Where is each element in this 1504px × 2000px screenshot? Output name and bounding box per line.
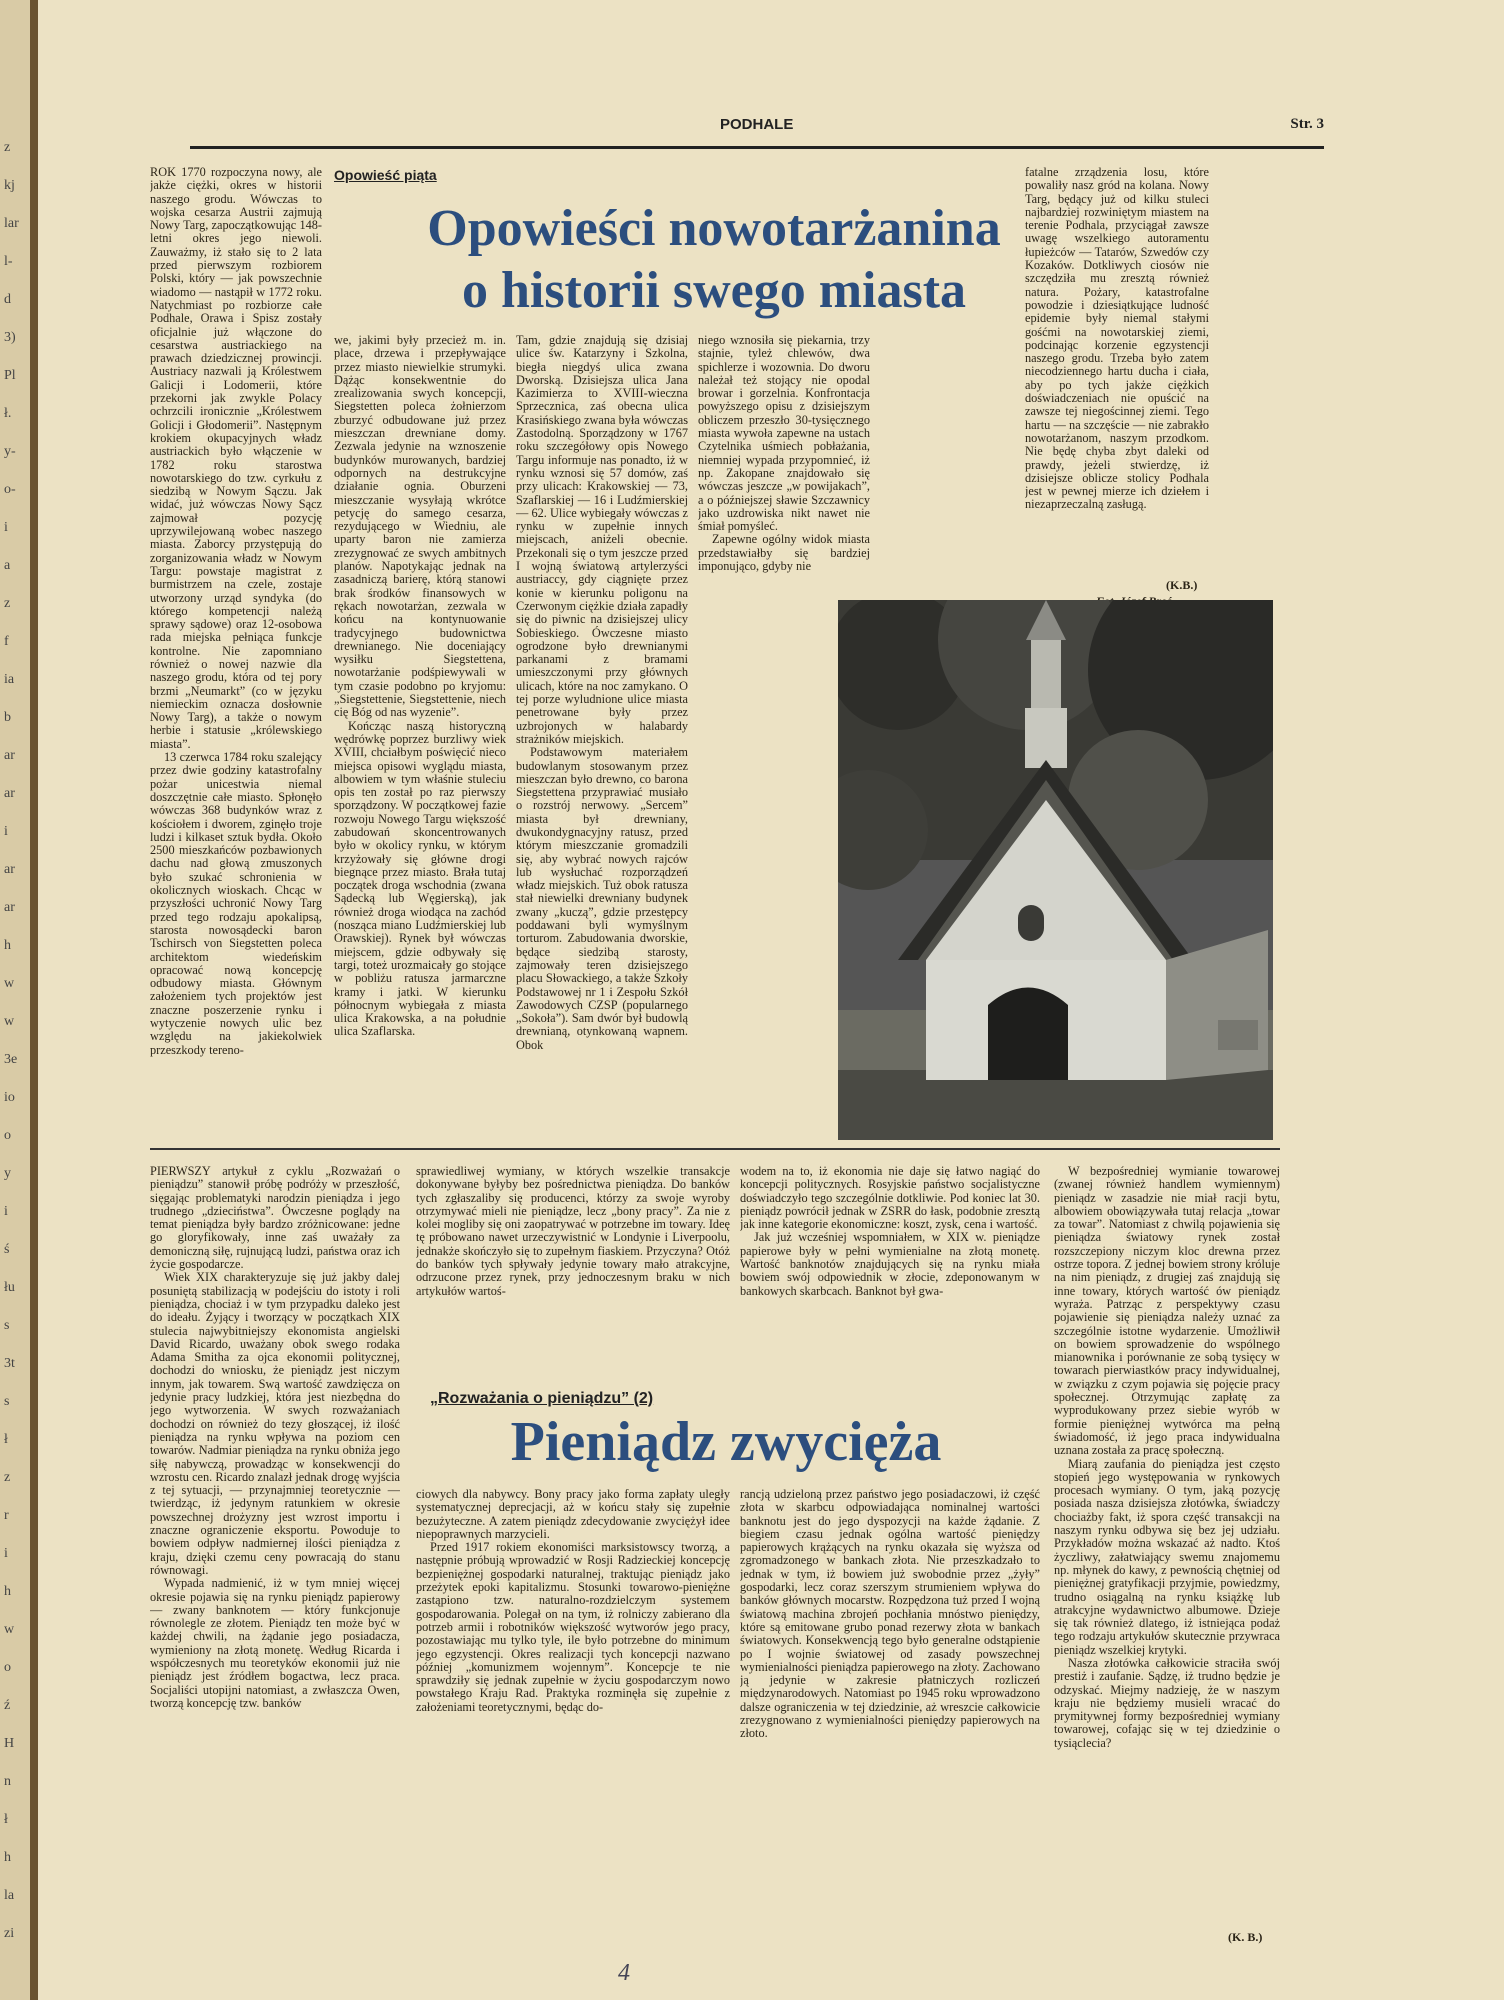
article1-col4b-text: Zapewne ogólny widok miasta przedstawiałby się bardziej imponująco, gdyby nie xyxy=(698,532,870,574)
margin-fragment: la xyxy=(4,1888,15,1903)
margin-fragment: io xyxy=(4,1090,15,1105)
article1-col5-text: fatalne zrządzenia losu, które powaliły nasz gród na kolana. Nowy Targ, będący już od kilku stuleci najbardziej rozwiniętym miastem na terenie Podhala, przyciągał zawsze uwagę wszelkiego autoramentu łupieżców — Tatarów, Szwedów czy Kozaków. Dotkliwych ciosów nie szczędziła mu zresztą również natura. Pożary, katastrofalne powodzie i dziesiątkujące ludność epidemie były niemal stałymi gośćmi na nowotarskiej ziemi, podcinając korzenie egzystencji naszego grodu. Trzeba było zatem niecodziennego hartu ducha i ciała, aby po tych jakże ciężkich doświadczeniach nie opuścić na zawsze tej niegościnnej ziemi. Tego hartu — na szczęście — nie zabrakło nowotarżanom, naszym przodkom. Nie będę chyba zbyt daleki od prawdy, jeżeli stwierdzę, iż dzisiejsze oblicze stolicy Podhala jest w pewnej mierze ich dziełem i niezaprzeczalną zasługą. xyxy=(1025,166,1209,512)
margin-fragment: ł xyxy=(4,1812,8,1827)
facing-page-edge xyxy=(0,0,30,2000)
margin-fragment: i xyxy=(4,824,8,839)
article1-column-5 xyxy=(1025,166,1209,578)
article1-col3-text: Tam, gdzie znajdują się dzisiaj ulice św. Katarzyny i Szkolna, biegła niegdyś ulica zwana Dworską. Dzisiejsza ulica Jana Kazimierza to XVIII-wieczna Sprzecznica, zaś obecna ulica Krasińskiego zwana była wówczas Zastodolną. Sporządzony w 1767 roku szczegółowy opis Nowego Targu informuje nas ponadto, iż w rynku wznosi się 57 domów, zaś przy ulicach: Krakowskiej — 73, Szaflarskiej — 16 i Ludźmierskiej — 62. Ulice wybiegały wówczas z rynku w zupełnie innych miejscach, aniżeli obecnie. Przekonali się o tym jeszcze przed I wojną światową artylerzyści austriaccy, gdy ciągnięte przez konie w kierunku poligonu na Czerwonym ciężkie działa zapadły się do piwnic na dzisiejszej ulicy Sobieskiego. Ówczesne miasto ogrodzone było drewnianymi parkanami z bramami umieszczonymi przy głównych ulicach, które na noc zamykano. O tej porze wyludnione ulice miasta penetrowane były przez uzbrojonych w halabardy strażników miejskich. xyxy=(516,334,688,746)
margin-fragment: ar xyxy=(4,900,15,915)
article2-col1-text: PIERWSZY artykuł z cyklu „Rozważań o pieniądzu” stanowił próbę podróży w przeszłość, sięgając problematyki narodzin pieniądza i jego trudnego „dzieciństwa”. Ówczesne poglądy na temat pieniądza były bardzo zróżnicowane: jedne go gloryfikowały, inne zaś uważały za demoniczną siłę, rujnującą ludzi, państwa oraz ich życie gospodarcze. xyxy=(150,1165,400,1272)
margin-fragment: y- xyxy=(4,444,16,459)
article1-column-1 xyxy=(150,166,322,1182)
margin-fragment: h xyxy=(4,1584,11,1599)
article2-col3-text: wodem na to, iż ekonomia nie daje się łatwo nagiąć do koncepcji politycznych. Rosyjskie państwo socjalistyczne doświadczyło tego szczególnie dotkliwie. Pod koniec lat 30. pieniądz powrócił jednak w ZSRR do łask, podobnie zresztą jak inne kategorie ekonomiczne: koszt, zysk, cena i wartość. xyxy=(740,1165,1040,1232)
article2-column-3-top xyxy=(740,1165,1040,1385)
article2-kicker: „Rozważania o pieniądzu” (2) xyxy=(430,1390,654,1407)
margin-fragment: lar xyxy=(4,216,19,231)
margin-fragment: l- xyxy=(4,254,13,269)
article1-col2-text: we, jakimi były przecież m. in. place, drzewa i przepływające przez miasto niewielkie strumyki. Dążąc konsekwentnie do zrealizowania swych koncepcji, Siegstetten poleca żołnierzom zburzyć odbudowane już przez mieszczan drewniane domy. Zezwala jedynie na wznoszenie budynków murowanych, bardziej odpornych na destrukcyjne działanie ognia. Oburzeni mieszczanie wysyłają wkrótce petycję do samego cesarza, rezydującego w Wiedniu, ale uparty baron nie zamierza zrezygnować ze swych ambitnych planów. Napotykając jednak na zasadniczą barierę, którą stanowi brak środków finansowych w rękach nowotarżan, zezwala w końcu na kontynuowanie tradycyjnego budownictwa drewnianego. Nie doceniający wysiłku Siegstettena, nowotarżanie podśpiewywali w tym czasie podobno po kryjomu: „Siegstettenie, Siegstettenie, niech cię Bóg od nas wyzenie”. xyxy=(334,334,506,720)
article2-col4b-text: Miarą zaufania do pieniądza jest często stopień jego występowania w rynkowych procesach wymiany. O tym, jaką pozycję posiada nasza dzisiejsza złotówka, świadczy chociażby fakt, iż spora część transakcji na naszym rynku odbywa się bez jej udziału. Przykładów można wskazać aż nadto. Ktoś życzliwy, załatwiający swemu znajomemu np. młynek do kawy, z pewnością chętniej od pieniężnej gratyfikacji przyjmie, powiedzmy, trudno osiągalną na rynku książkę lub atrakcyjne wydawnictwo albumowe. Dzieje się tak również dlatego, iż istniejąca podaż tego rodzaju artykułów skutecznie przywraca pieniądz wszelkiej krytyki. xyxy=(1054,1456,1280,1657)
margin-fragment: z xyxy=(4,1470,11,1485)
article1-column-4 xyxy=(698,334,870,580)
page-number: Str. 3 xyxy=(1290,116,1324,132)
chapel-photo xyxy=(838,600,1273,1140)
margin-fragment: ł xyxy=(4,1432,8,1447)
article2-column-2-bottom xyxy=(416,1488,730,1948)
margin-fragment: w xyxy=(4,1014,15,1029)
section-divider xyxy=(150,1148,1280,1150)
newspaper-page xyxy=(38,0,1504,2000)
margin-fragment: w xyxy=(4,976,15,991)
margin-fragment: h xyxy=(4,1850,11,1865)
margin-fragment: z xyxy=(4,140,11,155)
margin-fragment: f xyxy=(4,634,9,649)
margin-fragment: Pl xyxy=(4,368,16,383)
article2-col2-text: sprawiedliwej wymiany, w których wszelkie transakcje dokonywane byłyby bez pośrednictwa pieniądza. Do banków tych zgłaszaliby się producenci, którzy za swoje wyroby otrzymywać mieli nie pieniądze, lecz „bony pracy”. Za nie z kolei mogliby się oni zaopatrywać w potrzebne im towary. Ideę tę próbowano nawet urzeczywistnić w Londynie i Liverpoolu, jednakże skończyło się to zupełnym fiaskiem. Przyczyna? Otóż do banków tych spływały jedynie towary mało atrakcyjne, odrzucone przez rynek, przy jednoczesnym braku w nich artykułów wartoś- xyxy=(416,1165,730,1298)
margin-fragment: ś xyxy=(4,1242,10,1257)
margin-fragment: ź xyxy=(4,1698,11,1713)
margin-fragment: a xyxy=(4,558,11,573)
handwritten-mark: 4 xyxy=(618,1960,630,1986)
chapel-photo-image xyxy=(838,600,1273,1140)
margin-fragment: kj xyxy=(4,178,15,193)
margin-fragment: zi xyxy=(4,1926,15,1941)
article1-col1b-text: 13 czerwca 1784 roku szalejący przez dwie godziny katastrofalny pożar unicestwia niemal doszczętnie całe miasto. Spłonęło wówczas 368 budynków wraz z kościołem i dworem, zginęło troje ludzi i kilkaset sztuk bydła. Około 2500 mieszkańców pozbawionych dachu nad głową zmuszonych było szukać schronienia w okolicznych wioskach. Chcąc w przyszłości uchronić Nowy Targ przed tego rodzaju apokalipsą, starosta nowosądecki baron Tschirsch von Siegstetten poleca architektom wiedeńskim opracować nową koncepcję odbudowy miasta. Głównym założeniem tych projektów jest znaczne poszerzenie rynku i wytyczenie nowych ulic bez względu na jakiekolwiek przeszkody tereno- xyxy=(150,750,322,1057)
margin-fragment: s xyxy=(4,1318,10,1333)
article2-col3c-text: rancją udzieloną przez państwo jego posiadaczowi, iż część złota w skarbcu odpowiadająca nominalnej wartości banknotu jest do jego dyspozycji na każde żądanie. Z biegiem czasu jednak ogólna wartość pieniędzy papierowych krążących na rynku okazała się wyższa od zgromadzonego w bankach złota. Nie przeszkadzało to jednak w tym, iż bowiem już swobodnie przez „żyły” gospodarki, lecz coraz szerszym strumieniem wpływa do banków głównych mocarstw. Rozpędzona tuż przed I wojną światową machina zbrojeń pochłania mnóstwo pieniędzy, które są emitowane grubo ponad rezerwy złota w bankach światowych. Konsekwencją tego było generalne odstąpienie po I wojnie światowej od zasady powszechnej wymienialności pieniądza papierowego na złoty. Zachowano ją jedynie w zakresie płatniczych rozliczeń międzynarodowych. Natomiast po 1945 roku wprowadzono dalsze ograniczenia w tej dziedzinie, aż wreszcie całkowicie zrezygnowano z wymienialności pieniędzy papierowych na złoto. xyxy=(740,1488,1040,1741)
article1-title-line2: o historii swego miasta xyxy=(461,262,967,319)
article2-col1b-text: Wiek XIX charakteryzuje się już jakby dalej posuniętą stabilizacją w podejściu do istoty i roli pieniądza, chociaż i w tym przypadku daleko jest do ideału. Żyjący i tworzący w początkach XIX stulecia najwybitniejszy ekonomista angielski David Ricardo, uważany obok swego rodaka Adama Smitha za ojca ekonomii politycznej, dochodzi do wniosku, że pieniądz jest niczym innym, jak towarem. Swą wartość zawdzięcza on jedynie pracy ludzkiej, która jest niezbędna do jego wytworzenia. W swych rozważaniach dochodzi on również do tezy głoszącej, iż ilość pieniądza na rynku wpływa na poziom cen towarów. Nadmiar pieniądza na rynku obniża jego siłę nabywczą, prowadząc w konsekwencji do wzrostu cen. Ricardo znalazł jednak drogę wyjścia z tej sytuacji, — przynajmniej teoretycznie — twierdząc, iż jedynym ratunkiem w okresie powszechnej drożyzny jest wzrost importu i znaczne ograniczenie eksportu. Powoduje to bowiem odpływ nadmiernej ilości pieniądza z kraju, dzięki czemu ceny powracają do stanu równowagi. xyxy=(150,1270,400,1577)
margin-fragment: H xyxy=(4,1736,15,1751)
article1-signature: (K.B.) xyxy=(1166,578,1198,592)
article2-column-3-bottom xyxy=(740,1488,1040,1948)
article1-kicker: Opowieść piąta xyxy=(334,167,437,183)
article2-column-1 xyxy=(150,1165,400,1943)
margin-fragment: b xyxy=(4,710,11,725)
article2-column-4 xyxy=(1054,1165,1280,1927)
margin-fragment: ar xyxy=(4,748,15,763)
article1-title-line1: Opowieści nowotarżanina xyxy=(427,200,1001,257)
margin-fragment: n xyxy=(4,1774,11,1789)
margin-fragment: r xyxy=(4,1508,9,1523)
margin-fragment: ł. xyxy=(4,406,12,421)
paper-name: PODHALE xyxy=(720,116,794,133)
margin-fragment: z xyxy=(4,596,11,611)
margin-fragment: o- xyxy=(4,482,16,497)
margin-fragment: 3e xyxy=(4,1052,18,1067)
margin-fragment: ar xyxy=(4,862,15,877)
margin-fragment: o xyxy=(4,1660,11,1675)
margin-fragment: 3t xyxy=(4,1356,15,1371)
article1-col2b-text: Kończąc naszą historyczną wędrówkę poprzez burzliwy wiek XVIII, chciałbym poświęcić nieco miejsca opisowi wyglądu miasta, albowiem w tym właśnie stuleciu opis ten został po raz pierwszy sporządzony. W początkowej fazie rozwoju Nowego Targu większość zabudowań skoncentrowanych było w okolicy rynku, w którym krzyżowały się główne drogi biegnące przez miasto. Brała tutaj początek droga wschodnia (zwana Sądecką lub Węgierską), jak również droga wiodąca na zachód (nosząca miano Ludźmierskiej lub Orawskiej). Rynek był wówczas miejscem, gdzie odbywały się targi, toteż urozmaicały go stojące w pobliżu ratusza jarmarczne kramy i jatki. W kierunku północnym wybiegała z miasta ulica Krakowska, a na południe ulica Szaflarska. xyxy=(334,718,506,1039)
article2-col3b-text: Jak już wcześniej wspomniałem, w XIX w. pieniądze papierowe były w pełni wymienialne na złotą monetę. Wartość banknotów znajdujących się na rynku miała bowiem swój odpowiednik w złocie, zdeponowanym w bankowych skarbcach. Banknot był gwa- xyxy=(740,1230,1040,1298)
margin-fragment: h xyxy=(4,938,11,953)
margin-fragment: y xyxy=(4,1166,11,1181)
article2-title: Pieniądz zwycięża xyxy=(510,1411,942,1473)
margin-fragment: o xyxy=(4,1128,11,1143)
margin-fragment: i xyxy=(4,1204,8,1219)
article1-column-2 xyxy=(334,334,506,1134)
margin-fragment: s xyxy=(4,1394,10,1409)
margin-fragment: i xyxy=(4,1546,8,1561)
margin-fragment: w xyxy=(4,1622,15,1637)
article2-column-2-top xyxy=(416,1165,730,1385)
article2-col1c-text: Wypada nadmienić, iż w tym mniej więcej okresie pojawia się na rynku pieniądz papierowy — zwany banknotem — który funkcjonuje równolegle ze złotem. Pieniądz ten może być w każdej chwili, na żądanie jego posiadacza, wymieniony na złotą monetę. Według Ricarda i współczesnych mu teoretyków ekonomii już nie pieniądz jest źródłem bogactwa, lecz praca. Socjaliści utopijni natomiast, a zwłaszcza Owen, tworzą koncepcję tzw. banków xyxy=(150,1576,400,1710)
margin-fragment: ar xyxy=(4,786,15,801)
margin-fragment: d xyxy=(4,292,11,307)
margin-fragment: ia xyxy=(4,672,15,687)
article2-col4c-text: Nasza złotówka całkowicie straciła swój prestiż i zaufanie. Sądzę, iż trudno będzie je odzyskać. Miejmy nadzieję, że w naszym kraju nie będziemy musieli wracać do prymitywnej formy bezpośredniej wymiany towarowej, cofając się w tej dziedzinie o tysiąclecia? xyxy=(1054,1655,1280,1750)
article1-col4-text: niego wznosiła się piekarnia, trzy stajnie, tyleż chlewów, dwa spichlerze i wozownia. Do dworu należał też stojący nie opodal browar i gorzelnia. Konfrontacja powyższego opisu z dzisiejszym obliczem przeszło 30-tysięcznego miasta wywoła zapewne na ustach Czytelnika uśmiech pobłażania, niemniej wypada przypomnieć, iż np. Zakopane znajdowało się wówczas jeszcze „w powijakach”, a o późniejszej sławie Szczawnicy jako uzdrowiska nikt nawet nie śmiał pomyśleć. xyxy=(698,334,870,534)
page-header xyxy=(190,112,1324,149)
article1-col3b-text: Podstawowym materiałem budowlanym stosowanym przez mieszczan było drewno, co barona Siegstettena przyprawiać musiało o rozstrój nerwowy. „Sercem” miasta był drewniany, dwukondygnacyjny ratusz, przed którym mieszczanie gromadzili się, aby wybrać nowych rajców lub wysłuchać rozporządzeń władz miejskich. Tuż obok ratusza stał niewielki drewniany budynek zwany „kuczą”, gdzie przestępcy poddawani byli wymyślnym torturom. Zabudowania dworskie, będące siedzibą starosty, zajmowały teren dzisiejszego placu Słowackiego, a także Szkoły Podstawowej nr 1 i Zespołu Szkół Zawodowych CZSP (popularnego „Sokoła”). Sam dwór był budowlą drewnianą, otynkowaną wapnem. Obok xyxy=(516,745,688,1052)
article1-column-3 xyxy=(516,334,688,1134)
article2-col2b-text: ciowych dla nabywcy. Bony pracy jako forma zapłaty uległy systematycznej deprecjacji, aż w końcu stały się zupełnie bezużyteczne. A zatem pieniądz zdecydowanie zwyciężył idee niepoprawnych marzycieli. xyxy=(416,1488,730,1541)
article2-col2c-text: Przed 1917 rokiem ekonomiści marksistowscy tworzą, a następnie próbują wprowadzić w Rosji Radzieckiej koncepcję bezpieniężnej gospodarki naturalnej, traktując pieniądz jako przeżytek epoki kapitalizmu. Stosunki towarowo-pieniężne zastąpiono tzw. naturalno-rozdzielczym systemem gospodarowania. Polegał on na tym, iż rolniczy zabierano dla potrzeb armii i robotników większość wytworów jego pracy, pozostawiając mu tylko tyle, ile było potrzebne do minimum jego egzystencji. Okres realizacji tych koncepcji nazwano później „komunizmem wojennym”. Koncepcje te nie sprawdziły się jednak zupełnie w życiu gospodarczym nowo powstałego Kraju Rad. Praktyka rozminęła się zupełnie z założeniami teoretycznymi, będąc do- xyxy=(416,1540,730,1714)
margin-fragment: łu xyxy=(4,1280,15,1295)
article2-signature: (K. B.) xyxy=(1228,1930,1263,1944)
margin-fragment: i xyxy=(4,520,8,535)
article1-col1-text: ROK 1770 rozpoczyna nowy, ale jakże ciężki, okres w historii naszego grodu. Wówczas to wojska cesarza Austrii zajmują Nowy Targ, zapoczątkowując 148-letni okres jego niewoli. Zauważmy, iż stało się to 2 lata przed pierwszym rozbiorem Polski, który — jak powszechnie wiadomo — nastąpił w 1772 roku. Natychmiast po rozbiorze całe Podhale, Orawa i Spisz zostały oficjalnie już włączone do cesarstwa austriackiego na prawach dziedzicznej prowincji. Austriacy nazwali ją Królestwem Galicji i Lodomerii, które przekorni jak zwykle Polacy ochrzcili ironicznie „Królestwem Golicji i Głodomerii”. Następnym krokiem okupacyjnych władz austriackich było włączenie w 1782 roku starostwa nowotarskiego do tzw. cyrkułu z siedzibą w Nowym Sączu. Jak widać, już wówczas Nowy Sącz zajmował pozycję uprzywilejowaną wobec naszego miasta. Zaborcy przystępują do zorganizowania władz w Nowym Targu: powstaje magistrat z burmistrzem na czele, zostaje utworzony urząd syndyka (do którego kompetencji należą sprawy sądowe) oraz 12-osobowa rada miejska pełniąca funkcje kontrolne. Nie zapomniano również o nowej nazwie dla naszego grodu, która od tej pory brzmi „Neumarkt” (co w języku niemieckim oznacza dosłownie Nowy Targ), a także o nowym herbie i statusie „królewskiego miasta”. xyxy=(150,166,322,751)
margin-fragment: 3) xyxy=(4,330,16,345)
article2-col4-text: W bezpośredniej wymianie towarowej (zwanej również handlem wymiennym) pieniądz w zasadzie nie miał racji bytu, albowiem obowiązywała tutaj relacja „towar za towar”. Natomiast z chwilą pojawienia się pieniądza światowy rynek został rozszczepiony niczym kloc drewna przez ostrze topora. Z jednej bowiem strony króluje na nim pieniądz, z drugiej zaś znajdują się inne towary, których wartość ów pieniądz wyraża. Patrząc z perspektywy czasu pojawienie się pieniądza należy uznać za szczególnie istotne wydarzenie. Umożliwił on bowiem sprowadzenie do wspólnego mianownika i porównanie ze sobą tysięcy w towarach pierwiastków pracy indywidualnej, w związku z czym pojawia się pojęcie pracy społecznej. Otrzymując zapłatę za wyprodukowany przez siebie wyrób w formie pieniężnej wytwórca ma pełną świadomość, iż jego praca indywidualna uznana została za pracę społeczną. xyxy=(1054,1165,1280,1458)
